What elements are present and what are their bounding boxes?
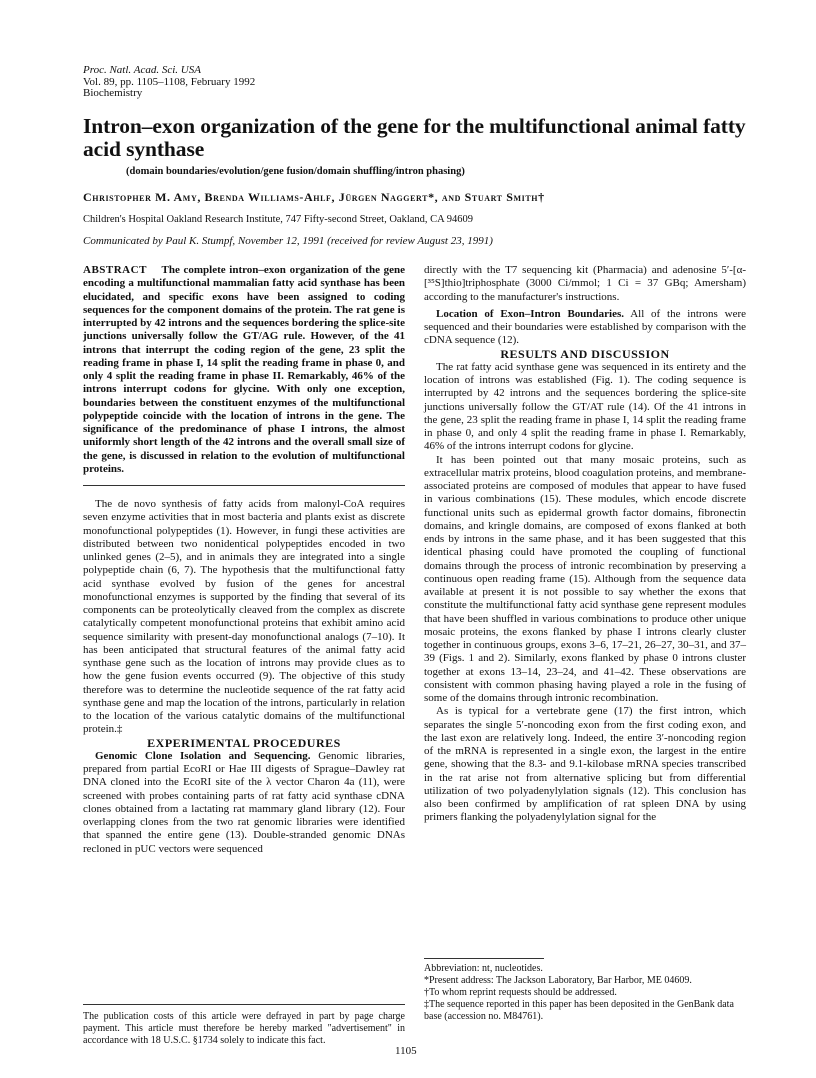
running-header <box>83 65 255 100</box>
results-paragraph-2: It has been pointed out that many mosaic proteins, such as extracellular matrix proteins, blood coagulation proteins, and membrane-associated proteins are composed of modules that appear to have fused in various combinations (15). These modules, which encode discrete functional units such as epidermal growth factor domains, fibronectin domains, and kringle domains, are composed of exons flanked at both ends by introns in the same phase, and it has been suggested that this identical phasing could have promoted the coupling of functional domains through the process of intronic recombination by preserving a continuous open reading frame (15). Although from the sequence data available at present it is not possible to say whether the exons that constitute the multifunctional fatty acid synthase gene represent modules that have been shuffled in various combinations to produce other unique mosaic proteins, the exons flanked by phase I introns clearly cluster together in continuous groups, exons 3–6, 17–21, 26–27, 30–31, and 37–39 (Figs. 1 and 2). Similarly, exons flanked by phase 0 introns cluster together at exons 13–14, 23–24, and 41–42. These observations are consistent with common phasing having played a role in the fusing of some of the domains through intronic recombination. <box>424 453 746 704</box>
left-column <box>83 264 405 856</box>
footnote-abbrev: Abbreviation: nt, nucleotides. <box>424 963 543 974</box>
results-heading: RESULTS AND DISCUSSION <box>500 346 670 361</box>
location-paragraph <box>424 308 746 348</box>
publication-cost-note <box>83 1004 405 1047</box>
abstract-text: The complete intron–exon organization of the gene encoding a multifunctional mammalian fatty acid synthase has been elucidated, and specific exons have been assigned to coding sequences for the component domains of the protein. The rat gene is interrupted by 42 introns and the sequences bordering the splice-site junctions universally follow the GT/AG rule. However, of the 41 introns that interrupt the coding region of the gene, 23 split the reading frame in phase I, 14 split the reading frame in phase 0, and only 4 split the reading frame in phase II. Remarkably, 46% of the introns interrupt codons for glycine. With only one exception, boundaries between the constituent enzymes of the multifunctional polypeptide coincide with the location of introns in the gene. The significance of the predominance of phase I introns, the almost uniformly short length of the 42 introns and the overall small size of the gene, is discussed in relation to the evolution of multifunctional proteins. <box>83 264 405 475</box>
article-title: Intron–exon organization of the gene for the multifunctional animal fatty acid synthase <box>83 114 746 161</box>
communicated-line: Communicated by Paul K. Stumpf, November 12, 1991 (received for review August 23, 1991) <box>83 235 493 247</box>
keywords: (domain boundaries/evolution/gene fusion/domain shuffling/intron phasing) <box>126 166 465 177</box>
footnote-rule <box>424 958 544 959</box>
author-list: Christopher M. Amy, Brenda Williams-Ahlf, Jürgen Naggert*, and Stuart Smith† <box>83 190 545 204</box>
experimental-runin: Genomic Clone Isolation and Sequencing. <box>95 749 311 762</box>
footnotes <box>424 958 746 1023</box>
publication-cost-text: The publication costs of this article were defrayed in part by page charge payment. This article must therefore be hereby marked "advertisement" in accordance with 18 U.S.C. §1734 solely to indicate this fact. <box>83 1011 405 1046</box>
journal-name: Proc. Natl. Acad. Sci. USA <box>83 64 201 76</box>
intro-paragraph: The de novo synthesis of fatty acids from malonyl-CoA requires seven enzyme activities that in most bacteria and plants exist as discrete monofunctional polypeptides (1). However, in fungi these activities are distributed between two nonidentical polypeptides encoded in two unlinked genes (2–5), and in animals they are integrated into a single polypeptide chain (6, 7). The hypothesis that the multifunctional fatty acid synthase evolved by fusion of the genes for ancestral monofunctional enzymes is supported by the finding that several of its components can be proteolytically cleaved from the complex as discrete catalytically competent monofunctional proteins that exhibit amino acid sequence similarity with present-day monofunctional analogs (7–10). It has been anticipated that structural features of the animal fatty acid synthase gene such as the location of introns may provide clues as to how the gene fusion events occurred (9). The objective of this study therefore was to determine the nucleotide sequence of the rat fatty acid synthase gene and map the location of the introns, particularly in relation to the location of the various catalytic domains of the multifunctional protein.‡ <box>83 498 405 736</box>
experimental-paragraph <box>83 750 405 856</box>
cost-note-rule <box>83 1004 405 1005</box>
abstract-label: ABSTRACT <box>83 264 147 276</box>
volume-line: Vol. 89, pp. 1105–1108, February 1992 <box>83 75 256 88</box>
right-column <box>424 264 746 825</box>
continued-paragraph: directly with the T7 sequencing kit (Pharmacia) and adenosine 5′-[α-[³⁵S]thio]triphosphate (3000 Ci/mmol; 1 Ci = 37 GBq; Amersham) according to the manufacturer's instructions. <box>424 264 746 303</box>
section-name: Biochemistry <box>83 87 143 99</box>
abstract <box>83 264 405 476</box>
location-runin: Location of Exon–Intron Boundaries. <box>436 307 624 320</box>
page-number: 1105 <box>395 1045 417 1057</box>
results-paragraph-3: As is typical for a vertebrate gene (17) the first intron, which separates the single 5′-noncoding exon from the first coding exon, and the last exon are relatively long. Indeed, the entire 3′-noncoding region of the mRNA is represented in a single exon, the largest in the entire gene, showing that the 8.3- and 9.1-kilobase mRNA species transcribed in the rat arise not from alternative splicing but from differential utilization of two polyadenylylation signals (12). This conclusion has also been confirmed by amplification of rat spleen DNA by using primers flanking the polyadenylylation signal for the <box>424 705 746 824</box>
footnote-genbank: ‡The sequence reported in this paper has been deposited in the GenBank data base (accession no. M84761). <box>424 999 734 1022</box>
location-text: All of the introns were sequenced and their boundaries were established by comparison with the cDNA sequence (12). <box>424 307 747 347</box>
experimental-text: Genomic libraries, prepared from partial EcoRI or Hae III digests of Sprague–Dawley rat DNA cloned into the EcoRI site of the λ vector Charon 4a (11), were screened with probes containing parts of rat fatty acid synthase cDNA clones obtained from a lactating rat mammary gland library (12). Four overlapping clones from the two rat genomic libraries were identified that spanned the entire gene (13). Double-stranded genomic DNAs recloned in pUC vectors were sequenced <box>83 749 405 855</box>
affiliation: Children's Hospital Oakland Research Institute, 747 Fifty-second Street, Oakland, CA 94609 <box>83 214 474 225</box>
experimental-heading: EXPERIMENTAL PROCEDURES <box>147 735 341 750</box>
footnote-reprint: †To whom reprint requests should be addressed. <box>424 987 617 998</box>
abstract-divider <box>83 485 405 486</box>
footnote-address: *Present address: The Jackson Laboratory, Bar Harbor, ME 04609. <box>424 975 692 986</box>
results-paragraph-1: The rat fatty acid synthase gene was sequenced in its entirety and the location of introns was established (Fig. 1). The coding sequence is interrupted by 42 introns and the sequences bordering the splice-site junctions universally follow the GT/AT rule (14). Of the 41 introns in the gene, 23 split the reading frame in phase I, 14 split the reading frame in phase 0, and only 4 split the reading frame in phase I. Remarkably, 46% of the introns interrupt codons for glycine. <box>424 360 746 453</box>
